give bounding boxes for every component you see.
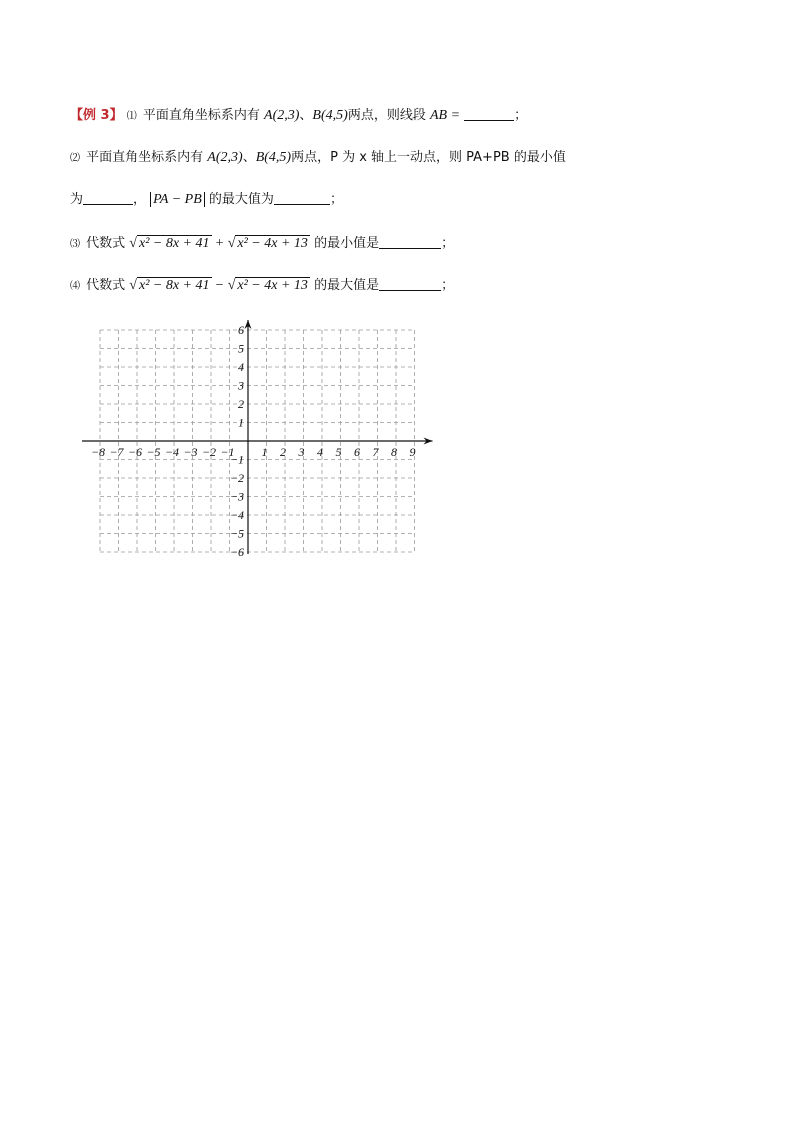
x-tick-labels [91,445,416,459]
comma: ， [133,192,147,207]
y-tick-label: −3 [229,489,244,504]
question-1 [70,106,527,127]
y-tick-label: 4 [238,360,244,374]
y-tick-label: 1 [238,415,244,430]
separator: 、 [242,150,256,165]
semicolon: ； [514,108,528,123]
y-tick-label: −1 [229,452,244,467]
example-tag: 【例 3】 [70,108,123,123]
coordinate-grid [80,318,440,558]
point-b: B(4,5) [312,108,348,123]
semicolon: ； [441,278,455,293]
y-tick-label: 5 [238,341,244,356]
question-number: ⑶ [70,239,80,250]
radical-1: √ x² − 8x + 41 [129,278,210,293]
x-tick-label: 2 [280,445,286,459]
y-tick-label: 6 [238,323,244,337]
x-tick-label: −4 [164,445,180,459]
y-tick-label: −4 [229,508,244,522]
question-2-line-2 [70,190,343,210]
radicand: x² − 8x + 41 [138,236,210,251]
y-tick-label: −2 [229,471,244,485]
question-text: 的最大值是 [314,278,380,293]
question-text: 代数式 [86,236,126,251]
question-4 [70,276,454,297]
x-tick-label: 5 [335,445,342,459]
abs-expression: PA − PB [150,192,205,207]
x-tick-label: 7 [372,445,379,459]
x-tick-label: 8 [391,445,397,459]
x-tick-label: −5 [146,445,161,459]
y-tick-label: 3 [238,378,244,393]
x-tick-label: 4 [317,445,323,459]
answer-blank[interactable] [274,190,330,205]
radicand: x² − 8x + 41 [138,278,210,293]
radicand: x² − 4x + 13 [237,278,308,293]
x-tick-label: −1 [220,445,235,459]
question-text: 两点，则线段 [347,108,426,123]
semicolon: ； [441,236,455,251]
x-tick-label: −2 [201,445,217,459]
answer-blank[interactable] [83,190,133,205]
question-text: 平面直角坐标系内有 [142,108,260,123]
question-text: 的最小值是 [314,236,380,251]
question-text: 的最大值为 [208,192,274,207]
x-tick-label: −7 [109,445,124,459]
point-b: B(4,5) [255,150,292,165]
radical-1: √ x² − 8x + 41 [129,236,210,251]
answer-blank[interactable] [379,234,441,249]
semicolon: ； [329,192,343,207]
radical-2: √ x² − 4x + 13 [227,236,308,251]
separator: 、 [299,108,313,123]
point-a: A(2,3) [207,150,243,165]
x-tick-label: −3 [183,445,198,459]
question-text: 代数式 [86,278,126,293]
question-text: 平面直角坐标系内有 [86,150,204,165]
radical-2: √ x² − 4x + 13 [227,278,308,293]
operator: + [215,236,224,251]
answer-blank[interactable] [379,276,441,291]
operator: − [215,278,224,293]
question-2 [70,148,566,169]
point-a: A(2,3) [264,108,300,123]
question-text: 两点，P 为 x 轴上一动点，则 PA+PB 的最小值 [291,150,566,165]
question-3 [70,234,454,255]
question-number: ⑷ [70,281,80,292]
y-tick-label: −5 [229,526,244,541]
x-tick-label: −6 [127,445,143,459]
y-tick-label: 2 [238,397,244,411]
x-tick-label: 3 [298,445,305,459]
radicand: x² − 4x + 13 [237,236,308,251]
x-tick-label: 6 [354,445,360,459]
question-number: ⑵ [70,153,80,164]
x-tick-label: 9 [409,445,416,459]
axes [82,320,433,554]
x-tick-label: 1 [261,445,268,459]
question-text: 为 [70,192,84,207]
y-tick-label: −6 [229,545,244,558]
segment-expression: AB = [429,108,461,123]
answer-blank[interactable] [464,106,514,121]
question-number: ⑴ [126,111,137,122]
x-tick-label: −8 [90,445,106,459]
